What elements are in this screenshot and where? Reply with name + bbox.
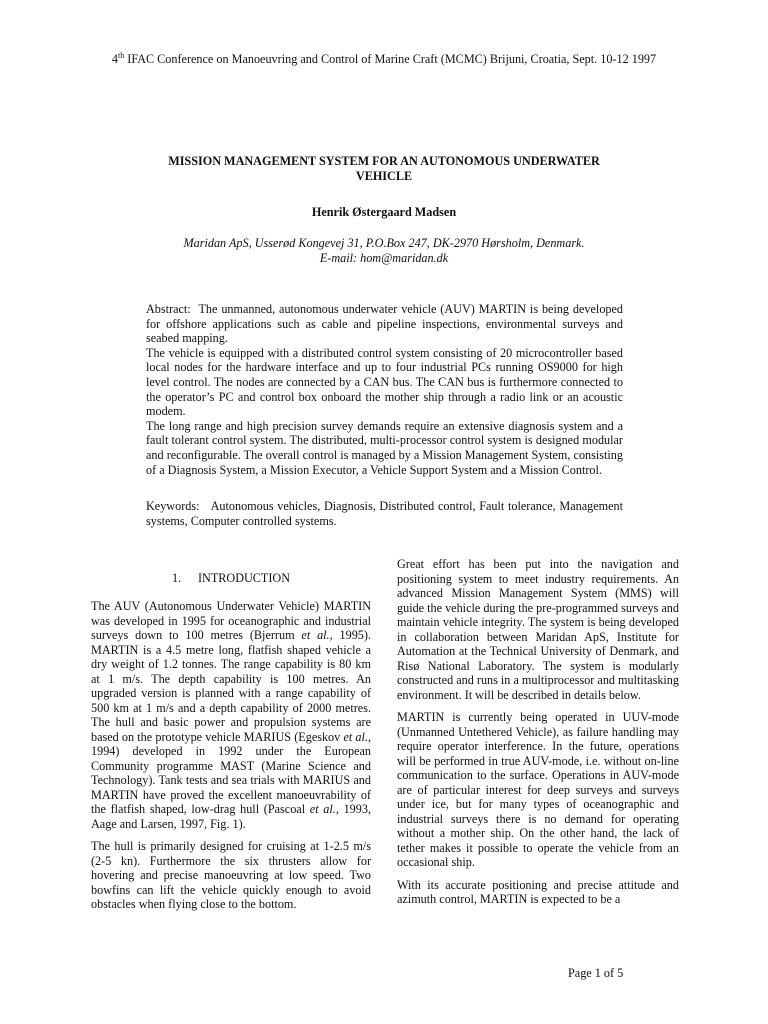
affiliation <box>0 236 768 266</box>
keywords <box>146 499 623 528</box>
page-number: Page 1 of 5 <box>568 966 624 980</box>
etal-1: et al. <box>301 628 330 642</box>
header-ordinal-suffix: th <box>117 50 125 60</box>
keywords-text: Autonomous vehicles, Diagnosis, Distributed control, Fault tolerance, Management systems, Computer controlled systems. <box>146 499 624 528</box>
affiliation-email: E-mail: hom@maridan.dk <box>319 251 449 265</box>
paper-title: MISSION MANAGEMENT SYSTEM FOR AN AUTONOMOUS UNDERWATER VEHICLE <box>168 154 600 183</box>
etal-2: et al. <box>343 729 368 744</box>
header-text: IFAC Conference on Manoeuvring and Control of Marine Craft (MCMC) Brijuni, Croatia, Sept. 10-12 1997 <box>124 52 657 66</box>
right-paragraph-1: Great effort has been put into the navigation and positioning system to meet industry requirements. An advanced Mission Management System (MMS) will guide the vehicle during the pre-programmed surveys and maintain vehicle integrity. The system is being developed in collaboration between Maridan ApS, Institute for Automation at the Technical University of Denmark, and Risø National Laboratory. The system is modularly constructed and runs in a multiprocessor and multitasking environment. It will be described in details below. <box>397 557 679 702</box>
affiliation-address: Maridan ApS, Usserød Kongevej 31, P.O.Box 247, DK-2970 Hørsholm, Denmark. <box>183 236 585 250</box>
intro-text-d: , 1993, Aage and Larsen, 1997, Fig. 1). <box>91 802 372 831</box>
abstract-label: Abstract: <box>146 302 191 316</box>
abstract <box>146 302 623 477</box>
abstract-paragraph-3: The long range and high precision survey demands require an extensive diagnosis system and a fault tolerant control system. The distributed, multi-processor control system is designed modular and reconfigurable. The overall control is managed by a Mission Management System, consisting of a Diagnosis System, a Mission Executor, a Vehicle Support System and a Mission Control. <box>146 418 623 477</box>
intro-paragraph-1 <box>91 599 371 831</box>
abstract-paragraph-2: The vehicle is equipped with a distributed control system consisting of 20 microcontroller based local nodes for the hardware interface and up to four industrial PCs running OS9000 for high level control. The nodes are connected by a CAN bus. The CAN bus is furthermore connected to the operator’s PC and control box onboard the mother ship through a radio link or an acoustic modem. <box>146 345 623 419</box>
right-paragraph-3: With its accurate positioning and precise attitude and azimuth control, MARTIN is expected to be a <box>397 877 679 906</box>
keywords-label: Keywords: <box>146 499 200 513</box>
section-heading-introduction <box>91 571 371 586</box>
intro-paragraph-2: The hull is primarily designed for cruising at 1-2.5 m/s (2-5 kn). Furthermore the six thrusters allow for hovering and precise manoeuvring at low speed. Two bowfins can lift the vehicle quickly enough to avoid obstacles when flying close to the bottom. <box>91 839 371 911</box>
intro-text-c: , 1994) developed in 1992 under the European Community programme MAST (Marine Science and Technology). Tank tests and sea trials with MARIUS and MARTIN have proved the excellent manoeuvrability of the flatfish shaped, low-drag hull (Pascoal <box>91 729 371 816</box>
intro-text-b: , 1995). MARTIN is a 4.5 metre long, flatfish shaped vehicle a dry weight of 1.2 tonnes. The range capability is 80 km at 1 m/s. The depth capability is 100 metres. An upgraded version is planned with a range capability of 500 km at 1 m/s and a depth capability of 2000 metres. The hull and basic power and propulsion systems are based on the prototype vehicle MARIUS (Egeskov <box>91 628 371 744</box>
left-column <box>91 599 371 920</box>
etal-3: et al. <box>309 802 336 816</box>
right-paragraph-2: MARTIN is currently being operated in UUV-mode (Unmanned Untethered Vehicle), as failure handling may require operator interference. In the future, operations will be performed in true AUV-mode, i.e. without on-line communication to the surface. Operations in AUV-mode are of particular interest for deep surveys and surveys under ice, but for many types of oceanographic and industrial surveys there is no demand for operating without a mother ship. On the other hand, the lack of tether makes it possible to operate the vehicle from an occasional ship. <box>397 710 679 869</box>
abstract-text-1: The unmanned, autonomous underwater vehicle (AUV) MARTIN is being developed for offshore applications such as cable and pipeline inspections, environmental surveys and seabed mapping. <box>146 302 624 346</box>
right-column <box>397 557 679 915</box>
section-number: 1. <box>171 571 182 585</box>
section-title: INTRODUCTION <box>197 571 291 585</box>
author-name: Henrik Østergaard Madsen <box>311 205 457 219</box>
header-ordinal-number: 4 <box>111 52 118 66</box>
abstract-paragraph-1 <box>146 302 623 346</box>
conference-header <box>0 52 768 67</box>
intro-text-a: The AUV (Autonomous Underwater Vehicle) MARTIN was developed in 1995 for oceanographic and industrial surveys down to 100 metres (Bjerrum <box>91 599 371 642</box>
